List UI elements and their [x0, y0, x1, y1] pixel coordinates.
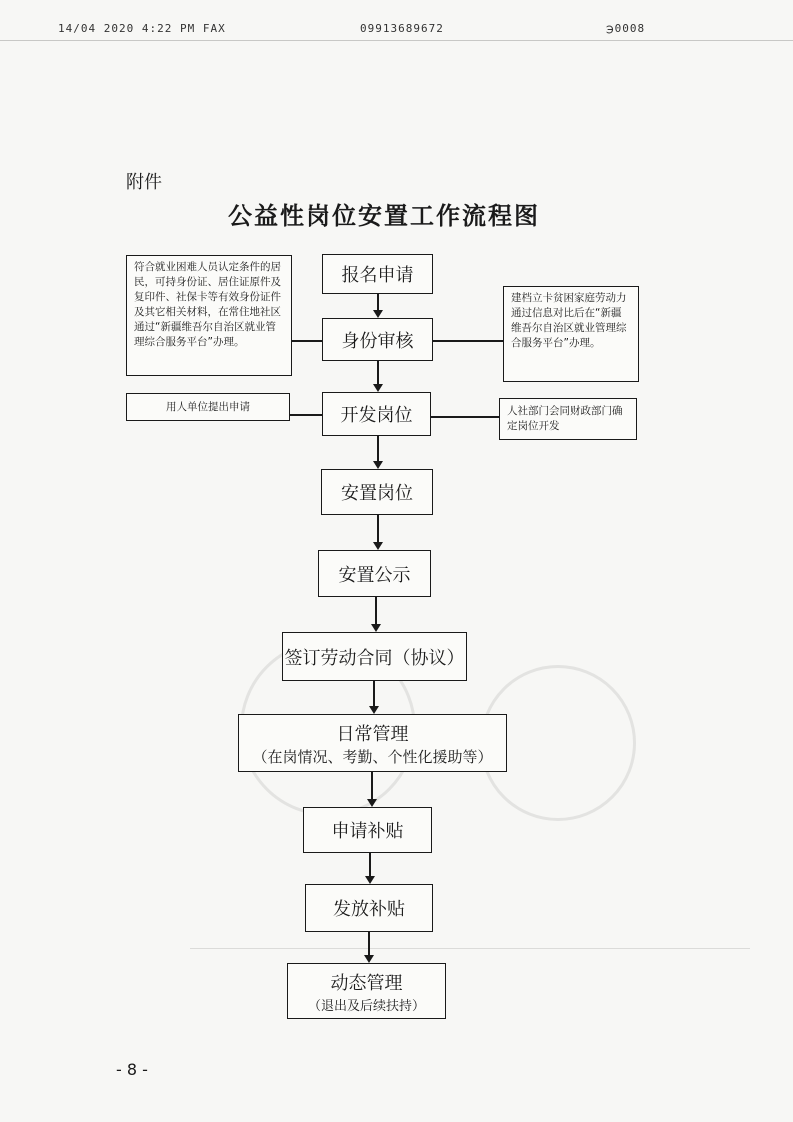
- step-subsidy-apply: [303, 807, 432, 853]
- step-subsidy-issue-label: 发放补贴: [333, 899, 405, 920]
- step-place: [321, 469, 433, 515]
- step-contract-label: 签订劳动合同（协议）: [284, 647, 465, 669]
- employer-note: [126, 393, 290, 421]
- finance-note: [499, 398, 637, 440]
- arrowhead: [373, 542, 383, 550]
- arrowhead: [373, 384, 383, 392]
- arrowhead: [371, 624, 381, 632]
- fax-page-number: ℈0008: [606, 22, 646, 35]
- registration-note: [503, 286, 639, 382]
- arrowhead: [369, 706, 379, 714]
- eligibility-note: [126, 255, 292, 376]
- step-contract: [282, 632, 467, 681]
- attachment-label: 附件: [126, 172, 162, 193]
- connector-left-verify: [292, 340, 322, 342]
- step-dynamic-management: [287, 963, 446, 1019]
- step-place-label: 安置岗位: [341, 483, 413, 504]
- connector: [377, 515, 379, 542]
- connector-left-develop: [290, 414, 322, 416]
- registration-note-text: 建档立卡贫困家庭劳动力通过信息对比后在“新疆维吾尔自治区就业管理综合服务平台”办理。: [511, 292, 627, 349]
- step-daily-management-title: 日常管理: [336, 723, 409, 745]
- step-daily-management: [238, 714, 507, 772]
- arrowhead: [367, 799, 377, 807]
- arrowhead: [373, 310, 383, 318]
- arrowhead: [373, 461, 383, 469]
- page-title: 公益性岗位安置工作流程图: [228, 202, 540, 230]
- step-dynamic-management-title: 动态管理: [330, 972, 403, 994]
- step-verify-label: 身份审核: [341, 330, 414, 352]
- connector: [375, 597, 377, 624]
- arrowhead: [365, 876, 375, 884]
- connector: [377, 361, 379, 384]
- connector-right-verify: [433, 340, 503, 342]
- page-number: - 8 -: [116, 1060, 148, 1079]
- eligibility-note-text: 符合就业困难人员认定条件的居民，可持身份证、居住证原件及复印件、社保卡等有效身份证件及其它相关材料，在常住地社区通过“新疆维吾尔自治区就业管理综合服务平台”办理。: [134, 261, 281, 348]
- connector-right-develop: [431, 416, 499, 418]
- connector: [369, 853, 371, 876]
- fax-datetime: 14/04 2020 4:22 PM FAX: [58, 22, 226, 35]
- connector: [368, 932, 370, 955]
- step-publicize: [318, 550, 431, 597]
- fax-phone: 09913689672: [360, 22, 444, 35]
- step-dynamic-management-detail: （退出及后续扶持）: [307, 998, 425, 1014]
- step-apply-label: 报名申请: [341, 265, 414, 286]
- step-develop-label: 开发岗位: [340, 405, 413, 426]
- finance-note-text: 人社部门会同财政部门确定岗位开发: [507, 405, 623, 432]
- connector: [373, 681, 375, 706]
- step-apply: [322, 254, 433, 294]
- step-publicize-label: 安置公示: [338, 564, 411, 586]
- step-daily-management-detail: （在岗情况、考勤、个性化援助等）: [252, 747, 493, 766]
- connector: [377, 294, 379, 310]
- step-develop: [322, 392, 431, 436]
- connector: [371, 772, 373, 799]
- step-subsidy-issue: [305, 884, 433, 932]
- arrowhead: [364, 955, 374, 963]
- fax-header-rule: [0, 40, 793, 41]
- step-subsidy-apply-label: 申请补贴: [331, 821, 404, 842]
- connector: [377, 436, 379, 461]
- step-verify: [322, 318, 433, 361]
- bleed-through-rule: [190, 948, 750, 949]
- employer-note-text: 用人单位提出申请: [166, 400, 250, 413]
